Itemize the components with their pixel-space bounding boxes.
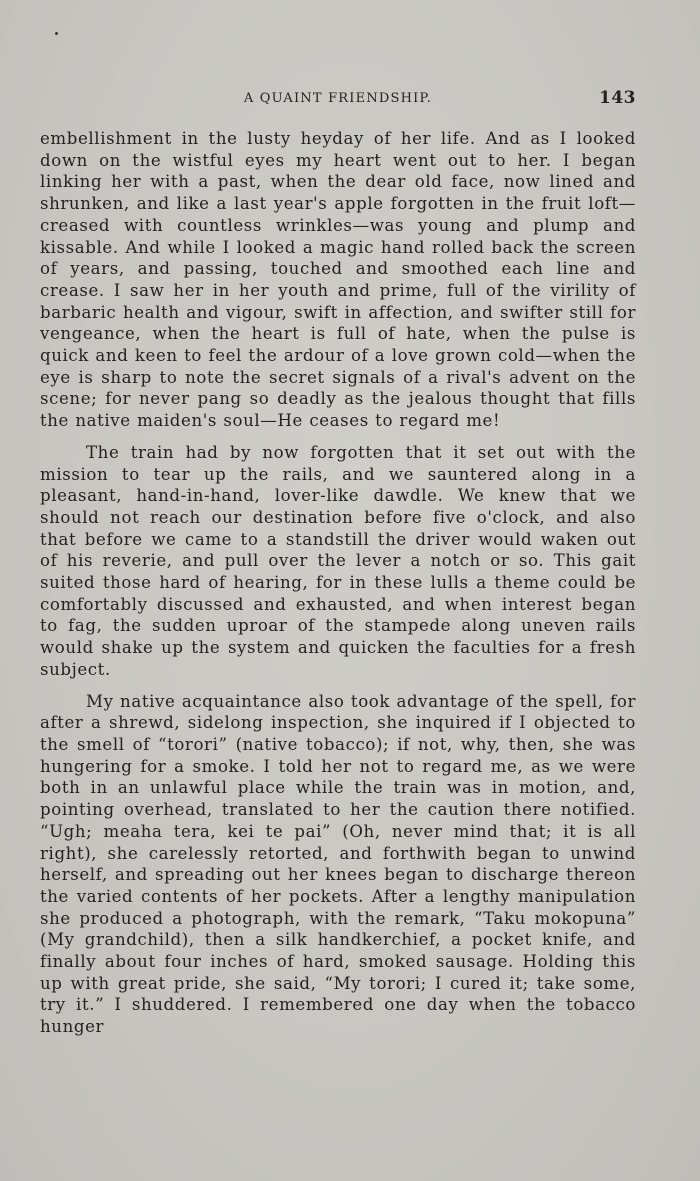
ink-speck	[55, 32, 58, 35]
paragraph-continued: embellishment in the lusty heyday of her life. And as I looked down on the wistful eyes my heart went out to her. I began linking her with a past, when the dear old face, now lined and shrunken, and like a last year's apple forgotten in the fruit loft—creased with countless wrinkles—was young and plump and kissable. And while I looked a magic hand rolled back the screen of years, and passing, touched and smoothed each line and crease. I saw her in her youth and prime, full of the virility of barbaric health and vigour, swift in affection, and swifter still for vengeance, when the heart is full of hate, when the pulse is quick and keen to feel the ardour of a love grown cold—when the eye is sharp to note the secret signals of a rival's advent on the scene; for never pang so deadly as the jealous thought that fills the native maiden's soul—He ceases to regard me!	[40, 129, 636, 431]
running-title: A QUAINT FRIENDSHIP.	[243, 91, 433, 106]
running-head	[40, 88, 636, 110]
paragraph-acquaintance: My native acquaintance also took advantage of the spell, for after a shrewd, sidelong inspection, she inquired if I objected to the smell of “torori” (native tobacco); if not, why, then, she was hungering for a smoke. I told her not to regard me, as we were both in an unlawful place while the train was in motion, and, pointing overhead, translated to her the caution there notified. “Ugh; meaha tera, kei te pai” (Oh, never mind that; it is all right), she carelessly retorted, and forthwith began to unwind herself, and spreading out her knees began to discharge thereon the varied contents of her pockets. After a lengthy manipulation she produced a photograph, with the remark, “Taku mokopuna” (My grandchild), then a silk handkerchief, a pocket knife, and finally about four inches of hard, smoked sausage. Holding this up with great pride, she said, “My torori; I cured it; take some, try it.” I shuddered. I remembered one day when the tobacco hunger	[40, 691, 636, 1037]
paragraph-train: The train had by now forgotten that it set out with the mission to tear up the rails, and we sauntered along in a pleasant, hand-in-hand, lover-like dawdle. We knew that we should not reach our destination before five o'clock, and also that before we came to a standstill the driver would waken out of his reverie, and pull over the lever a notch or so. This gait suited those hard of hearing, for in these lulls a theme could be comfortably discussed and exhausted, and when interest began to fag, the sudden uproar of the stampede along uneven rails would shake up the system and quicken the faculties for a fresh subject.	[40, 442, 636, 679]
body-text	[40, 128, 636, 1038]
page-number: 143	[599, 88, 636, 108]
